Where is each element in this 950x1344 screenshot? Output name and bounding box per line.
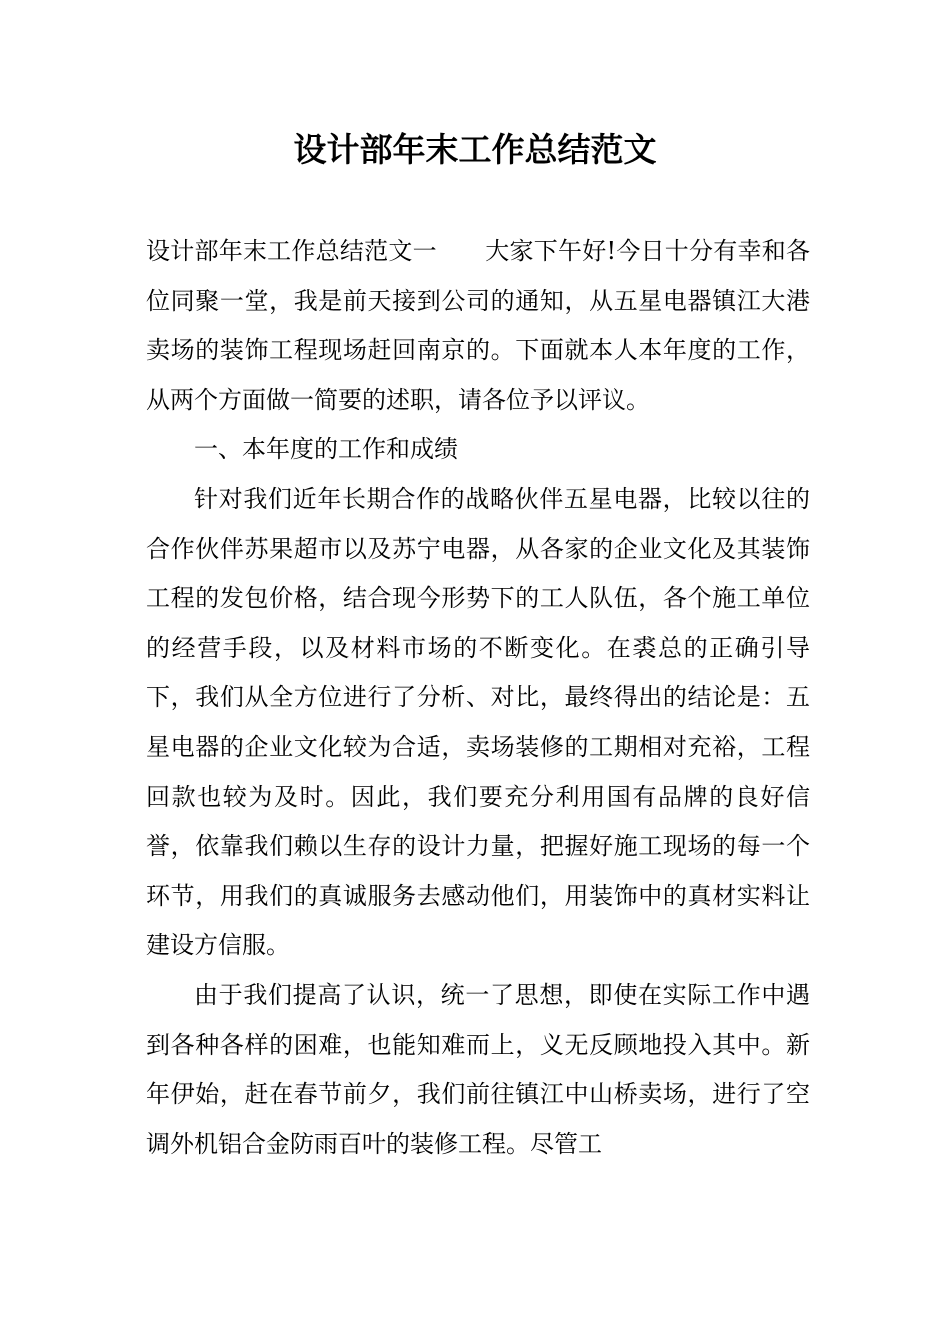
section-heading: 一、本年度的工作和成绩 [194, 435, 458, 464]
paragraph-analysis: 针对我们近年长期合作的战略伙伴五星电器，比较以往的合作伙伴苏果超市以及苏宁电器，从各家的企业文化及其装饰工程的发包价格，结合现今形势下的工人队伍，各个施工单位的经营手段，以及材料市场的不断变化。在裘总的正确引导下，我们从全方位进行了分析、对比，最终得出的结论是：五星电器的企业文化较为合适，卖场装修的工期相对充裕，工程回款也较为及时。因此，我们要充分利用国有品牌的良好信誉，依靠我们赖以生存的设计力量，把握好施工现场的每一个环节，用我们的真诚服务去感动他们，用装饰中的真材实料让建设方信服。 [146, 484, 810, 960]
document-body [146, 227, 810, 1169]
document-title: 设计部年末工作总结范文 [293, 130, 657, 169]
paragraph-intro: 设计部年末工作总结范文一 大家下午好!今日十分有幸和各位同聚一堂，我是前天接到公司的通知，从五星电器镇江大港卖场的装饰工程现场赶回南京的。下面就本人本年度的工作，从两个方面做一简要的述职，请各位予以评议。 [146, 237, 810, 414]
paragraph-project: 由于我们提高了认识，统一了思想，即使在实际工作中遇到各种各样的困难，也能知难而上，义无反顾地投入其中。新年伊始，赶在春节前夕，我们前往镇江中山桥卖场，进行了空调外机铝合金防雨百叶的装修工程。尽管工 [146, 980, 810, 1158]
